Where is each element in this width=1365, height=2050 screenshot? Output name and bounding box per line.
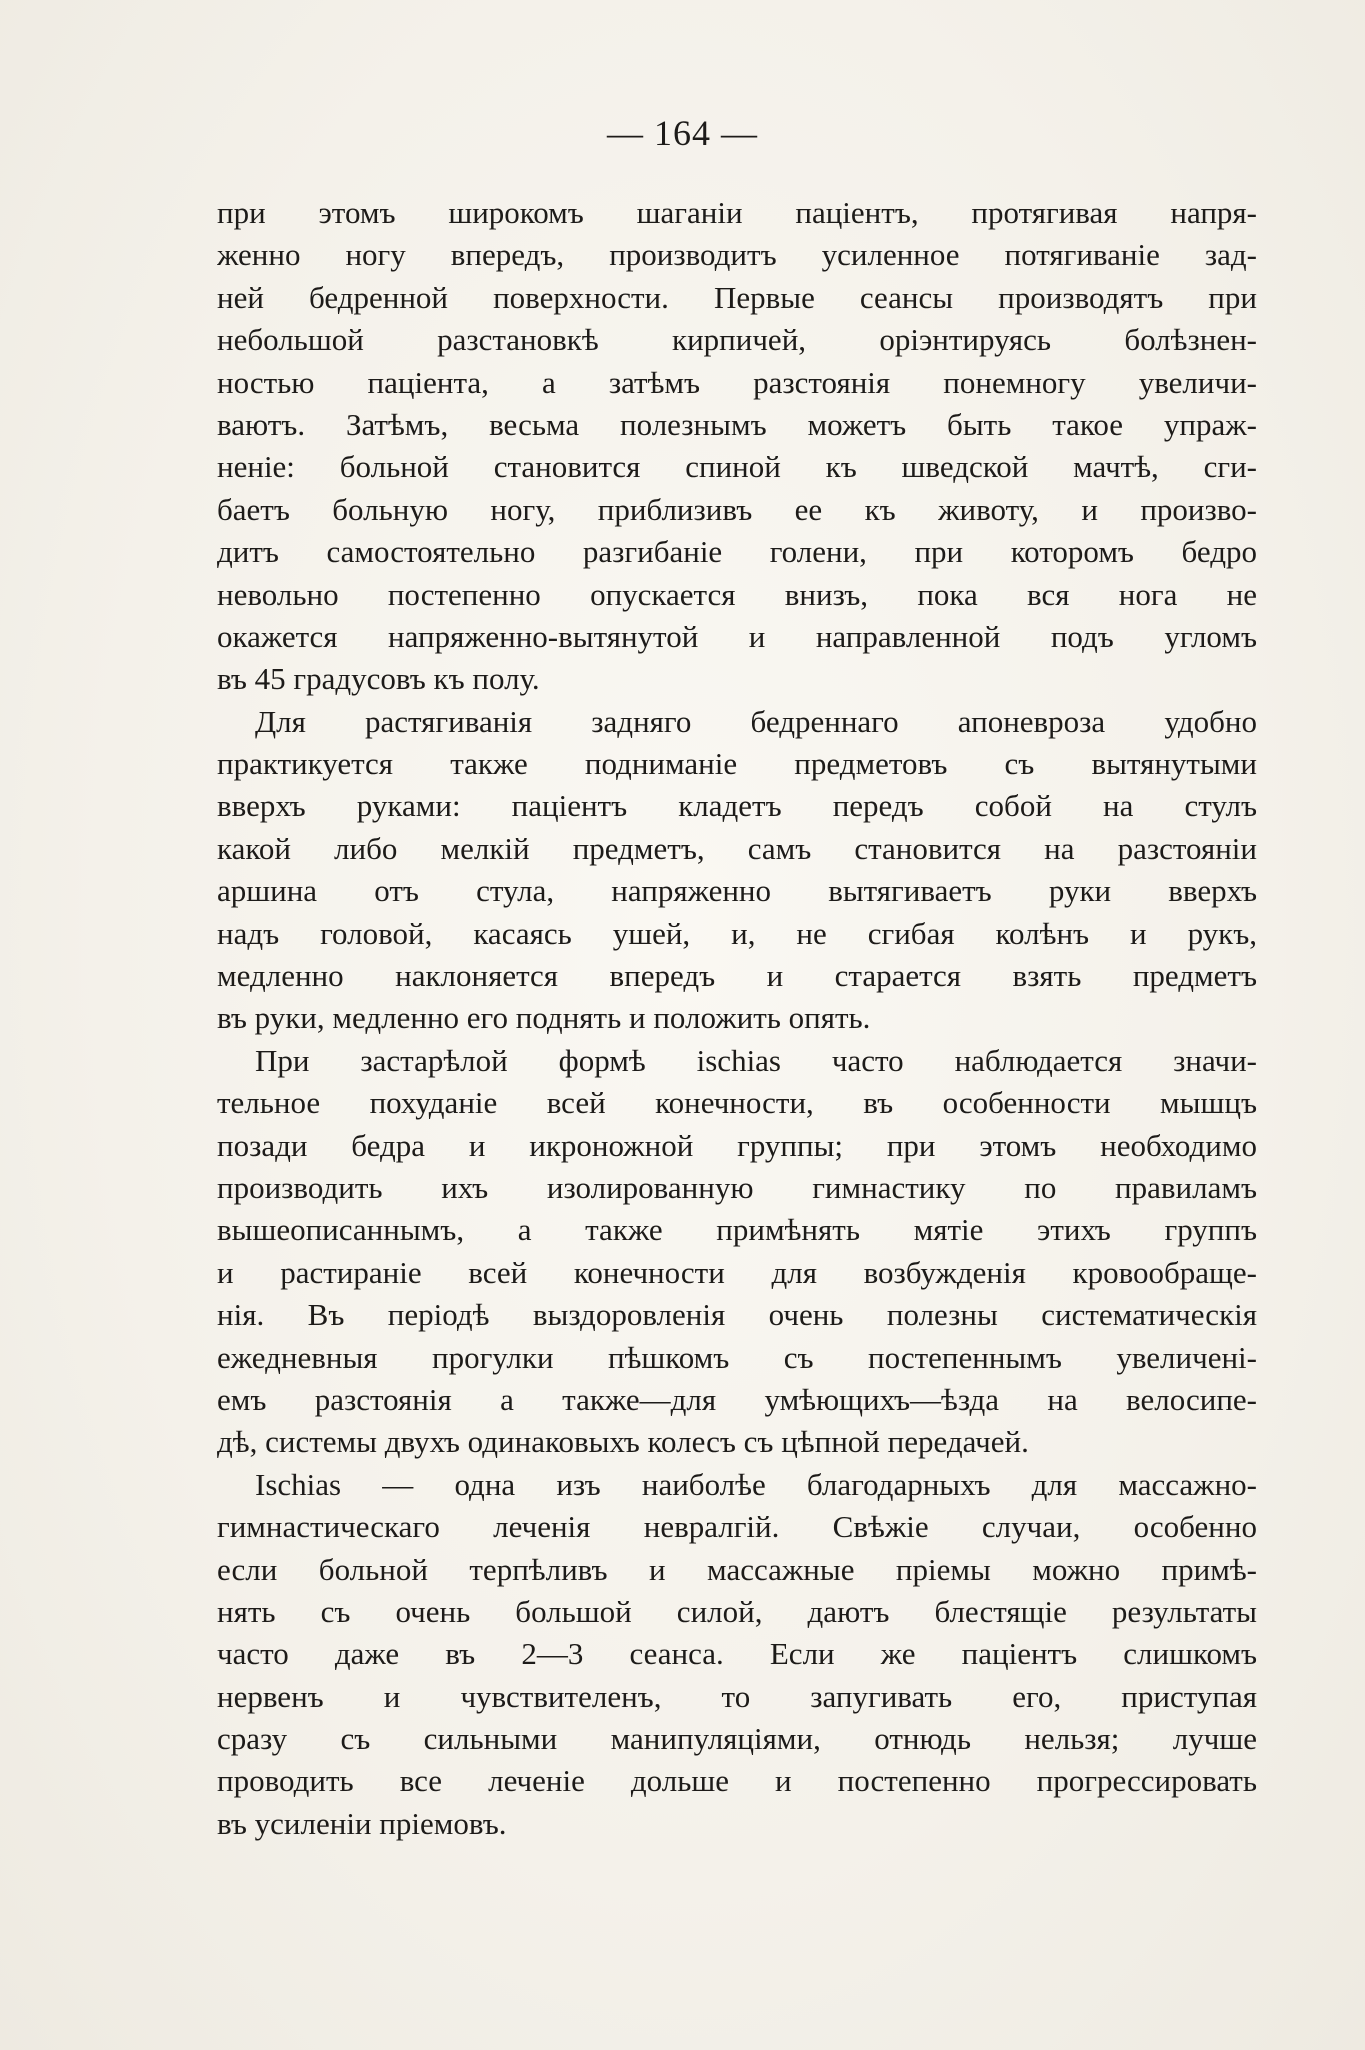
text-line: вверхъ руками: паціентъ кладетъ передъ собой на стулъ: [217, 788, 1257, 824]
text-line: Ischias — одна изъ наиболѣе благодарныхъ для массажно-: [255, 1466, 1257, 1502]
text-line: ежедневныя прогулки пѣшкомъ съ постепеннымъ увеличені-: [217, 1339, 1257, 1375]
text-line: окажется напряженно-вытянутой и направленной подъ угломъ: [217, 618, 1257, 654]
text-line: При застарѣлой формѣ ischias часто наблюдается значи-: [255, 1042, 1257, 1078]
text-line: Для растягиванія задняго бедреннаго апоневроза удобно: [255, 703, 1257, 739]
text-line: гимнастическаго леченія невралгій. Свѣжіе случаи, особенно: [217, 1509, 1257, 1545]
text-line: часто даже въ 2—3 сеанса. Если же паціентъ слишкомъ: [217, 1636, 1257, 1672]
text-line: ваютъ. Затѣмъ, весьма полезнымъ можетъ быть такое упраж-: [217, 406, 1257, 442]
text-line: ностью паціента, а затѣмъ разстоянія понемногу увеличи-: [217, 364, 1257, 400]
text-line: производить ихъ изолированную гимнастику по правиламъ: [217, 1169, 1257, 1205]
text-line: тельное похуданіе всей конечности, въ особенности мышцъ: [217, 1085, 1257, 1121]
paragraph: [217, 192, 1257, 701]
text-line: дитъ самостоятельно разгибаніе голени, при которомъ бедро: [217, 534, 1257, 570]
text-line: невольно постепенно опускается внизъ, пока вся нога не: [217, 576, 1257, 612]
text-line: сразу съ сильными манипуляціями, отнюдь нельзя; лучше: [217, 1721, 1257, 1757]
text-line: если больной терпѣливъ и массажные пріемы можно примѣ-: [217, 1551, 1257, 1587]
text-line: вышеописаннымъ, а также примѣнять мятіе этихъ группъ: [217, 1212, 1257, 1248]
text-line: какой либо мелкій предметъ, самъ становится на разстояніи: [217, 830, 1257, 866]
text-line: надъ головой, касаясь ушей, и, не сгибая колѣнъ и рукъ,: [217, 915, 1257, 951]
text-line: аршина отъ стула, напряженно вытягиваетъ руки вверхъ: [217, 873, 1257, 909]
text-line: проводить все леченіе дольше и постепенно прогрессировать: [217, 1763, 1257, 1799]
text-line: емъ разстоянія а также—для умѣющихъ—ѣзда на велосипе-: [217, 1381, 1257, 1417]
text-line: нервенъ и чувствителенъ, то запугивать его, приступая: [217, 1678, 1257, 1714]
paragraph: [217, 1464, 1257, 1846]
paragraph: [217, 701, 1257, 1040]
text-line: въ 45 градусовъ къ полу.: [217, 661, 540, 697]
text-line: практикуется также подниманіе предметовъ съ вытянутыми: [217, 746, 1257, 782]
text-line: женно ногу впередъ, производитъ усиленное потягиваніе зад-: [217, 237, 1257, 273]
text-line: ней бедренной поверхности. Первые сеансы производятъ при: [217, 279, 1257, 315]
text-line: и растираніе всей конечности для возбужденія кровообраще-: [217, 1254, 1257, 1290]
text-line: позади бедра и икроножной группы; при этомъ необходимо: [217, 1127, 1257, 1163]
paragraph: [217, 1040, 1257, 1464]
page-number: — 164 —: [607, 113, 758, 153]
body-text: [217, 192, 1257, 1845]
text-line: при этомъ широкомъ шаганіи паціентъ, протягивая напря-: [217, 195, 1257, 230]
text-line: баетъ больную ногу, приблизивъ ее къ животу, и произво-: [217, 491, 1257, 527]
text-line: неніе: больной становится спиной къ шведской мачтѣ, сги-: [217, 449, 1257, 485]
text-line: въ усиленіи пріемовъ.: [217, 1805, 507, 1841]
text-line: медленно наклоняется впередъ и старается взять предметъ: [217, 958, 1257, 994]
text-line: нія. Въ періодѣ выздоровленія очень полезны систематическія: [217, 1297, 1257, 1333]
text-line: дѣ, системы двухъ одинаковыхъ колесъ съ цѣпной передачей.: [217, 1424, 1029, 1460]
text-line: въ руки, медленно его поднять и положить опять.: [217, 1000, 871, 1036]
text-line: нять съ очень большой силой, даютъ блестящіе результаты: [217, 1593, 1257, 1629]
text-line: небольшой разстановкѣ кирпичей, оріэнтируясь болѣзнен-: [217, 322, 1257, 358]
